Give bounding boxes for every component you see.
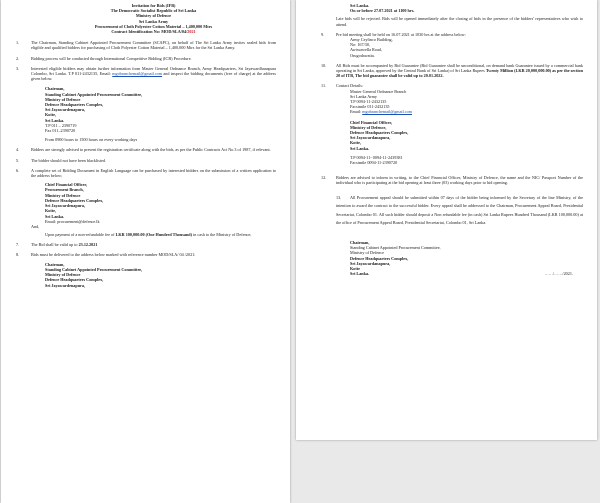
address-line: Chief Financial Officer, (350, 119, 393, 125)
paragraph-6 (16, 167, 276, 179)
paragraph-number: 4. (16, 147, 20, 153)
address-line: Sri Lanka. (45, 213, 65, 219)
fee-amount: LKR 100,000.00 (One Hundred Thousand) (115, 232, 192, 238)
fax-number: Facsimile 011-2432135 (350, 104, 390, 110)
paragraph-text: The Bid shall be valid up to (31, 242, 79, 248)
paragraph-text: Pre bid meeting shall be held on 16.07.2021 at 1030 hrs at the address below: (336, 31, 466, 37)
address-line: Chief Financial Officer, (45, 182, 88, 188)
paragraph-10 (321, 62, 583, 79)
address-line: Sri Jayawardenapura, (45, 203, 86, 209)
paragraph-text: All Procurement appeal should be submitted within 07 days of the bidder being informed by the Secretary of the line Ministry, of the intention to award the contract to the successful bidder. Every appeal shall be addressed to the Chairman, Procurement Appeal Board, Presidential Secretariat, Colombo 01. All such bidder should deposit a Non refundable fee (in cash) Sri Lanka Rupees Hundred Thousand (LKR 100,000.00) at the office of Procurement Appeal Board, Presidential Secretariat, Colombo 01, Sri Lanka. (336, 194, 583, 226)
paragraph-text: Bidders are advised to inform in writing, to the Chief Financial Officer, Ministry of Defence, the name and the NIC/ Passport Number of the individual who is participating at the bid opening at least three (03) working days prior to bid opening. (336, 175, 583, 186)
contract-id-prefix: Contract Identification No: MOD/SLA/04/ (111, 29, 188, 35)
paragraph-text: Bidders are strongly advised to present the registration certificate along with the bids, as per the Public Contracts Act No.3 of 1987, if relevant. (31, 147, 271, 153)
procurement-email: procurement@defence.lk (57, 218, 100, 224)
signature-block (336, 240, 583, 276)
email-line (350, 109, 583, 114)
office-hours: From 0900 hours to 1500 hours on every working days (45, 137, 138, 143)
paragraph-text: Bidding process will be conducted through International Competitive Bidding (ICB) Procedure. (31, 55, 192, 61)
document-page-2 (296, 0, 597, 440)
paragraph-text: The bidder should not have been blacklisted. (31, 157, 107, 163)
address-line: Sri Jayawardanapura, (350, 260, 391, 266)
title-contract-id (31, 29, 276, 34)
paragraph-2 (16, 55, 276, 61)
address-block-scapc (31, 86, 276, 122)
address-line (350, 271, 583, 276)
address-line: Procurement Branch, (45, 187, 84, 193)
paragraph-text: A complete set of Bidding Document in English Language can be purchased by interested bidders on the submission of a written application to the address below; (31, 167, 276, 179)
paragraph-1 (16, 40, 276, 51)
bid-guarantee-amount: Twenty Million (LKR 20,000,000.00) as per the section 20 of ITB, The bid guarantee shall be valid up to 20.01.2022. (336, 68, 583, 79)
mgo-email-link[interactable]: mgobranchemail@gmail.com (362, 109, 413, 115)
paragraph-number: 1. (16, 40, 20, 46)
address-line: Chairman, (45, 86, 65, 92)
address-line: Master General Ordnance Branch (350, 88, 407, 94)
paragraph-number: 5. (16, 157, 20, 163)
address-line: Kotte, (350, 140, 362, 146)
address-line: Chairman, (350, 240, 370, 246)
paragraph-number: 13. (336, 194, 342, 200)
fee-text: Upon payment of a non-refundable fee of (45, 232, 116, 238)
address-line: Sri Lanka Army (350, 93, 377, 99)
address-line: Orugodawatta. (350, 52, 375, 58)
address-line: Defence Headquarters Complex, (350, 130, 409, 136)
address-country: Sri Lanka. (350, 271, 370, 277)
paragraph-number: 6. (16, 167, 20, 173)
title-ministry: Ministry of Defence (135, 13, 172, 19)
paragraph-text: Late bids will be rejected. Bids will be opened immediately after the closing of bids in the presence of the bidders' representatives who wish to attend. (336, 16, 583, 27)
address-line: Kotte, (45, 208, 57, 214)
paragraph-12 (321, 175, 583, 186)
paragraph-5 (16, 157, 276, 163)
fee-text-end: in cash to the Ministry of Defence; (192, 232, 252, 238)
contact-mgo (336, 89, 583, 115)
address-line: Sri Jayawardanapura, (350, 135, 391, 141)
address-line: Sri Jayawardenapura, (45, 282, 86, 288)
paragraph-9 (321, 31, 583, 37)
address-line: Standing Cabinet Appointed Procurement Committee, (45, 266, 143, 272)
address-line: Sri Lanka. (350, 145, 370, 151)
title-army: Sri Lanka Army (138, 18, 169, 24)
paragraph-text: Interested eligible bidders may obtain further information from Master General Ordnance Branch, Army Headquarters, Sri Jayawardhanapura Colombo, Sri Lanka. T.P 011-2432135, Email: (31, 65, 276, 77)
paragraph-number: 10. (321, 62, 327, 68)
paragraph-text: Bids must be delivered to the address below marked with reference number MOD/SLA/ 04 /2021: (31, 251, 196, 257)
paragraph-text-end: and inspect the bidding documents (free of charge) at the address given below. (31, 71, 276, 82)
paragraph-7 (16, 242, 276, 248)
address-line: Standing Cabinet Appointed Procurement Committee, (350, 245, 441, 251)
contract-id-year: 2021 (187, 29, 196, 35)
bid-validity-date: 23.12.2021 (78, 242, 98, 248)
paragraph-number: 3. (16, 65, 20, 71)
paragraph-13 (336, 194, 583, 228)
contact-details-label: Contact Details: (336, 83, 364, 89)
address-line: Defence Headquarters Complex, (45, 197, 104, 203)
address-line: No: 167/30, (350, 42, 371, 48)
and-label: And, (31, 223, 40, 229)
phone-number: T.P 011 – 2390719 (45, 122, 77, 128)
address-line: Ministry of Defence (45, 272, 81, 278)
paragraph-4 (16, 147, 276, 153)
address-line: Kotte, (45, 112, 57, 118)
address-line: Sri Lanka. (45, 117, 65, 123)
deadline-text: On or before 27.07.2021 at 1100 hrs. (350, 8, 415, 14)
address-line: Kotte (350, 266, 360, 272)
paragraph-text: The Chairman, Standing Cabinet Appointed Procurement Committee (SCAPC), on behalf of The Sri Lanka Army invites sealed bids from eligible and qualified bidders for purchasing of Cloth Polyester Cotton Material – 1,400,000 Mtrs for the Sri Lanka Army. (31, 40, 276, 51)
address-block-delivery (31, 262, 276, 288)
paragraph-number: 2. (16, 55, 20, 61)
bid-deadline (336, 8, 583, 13)
address-line: Sri Lanka. (350, 3, 370, 8)
title-republic: The Democratic Socialist Republic of Sri Lanka (110, 8, 197, 14)
paragraph-number: 7. (16, 242, 20, 248)
address-line: Army Ceylinco Building, (350, 37, 393, 43)
paragraph-number: 12. (321, 175, 327, 181)
paragraph-number: 8. (16, 251, 20, 257)
paragraph-number: 11. (321, 83, 327, 89)
paragraph-number: 9. (321, 31, 325, 37)
paragraph-8 (16, 251, 276, 257)
address-block-cfo (31, 182, 276, 218)
address-line: Ministry of Defence (45, 96, 81, 102)
address-line: Defence Headquarters Complex, (45, 277, 104, 283)
phone-number: T.P 0094-11-2432135 (350, 99, 387, 105)
address-line: Chairman, (45, 261, 65, 267)
address-line: Ministry of Defence (45, 192, 81, 198)
address-line: Standing Cabinet Appointed Procurement Committee, (45, 91, 143, 97)
late-bids-paragraph (336, 16, 583, 26)
title-procurement: Procurement of Cloth Polyester Cotton Material – 1,400,000 Mtrs (94, 23, 213, 29)
paragraph-3 (16, 65, 276, 82)
fax-number: Fax 011–2390720 (45, 128, 76, 134)
email-label: Email: (350, 109, 363, 115)
address-line: Ministry of Defence, (350, 124, 387, 130)
fax-number: Facsimile 0094-11-2390720 (350, 160, 398, 166)
contact-cfo (336, 120, 583, 151)
paragraph-text: All Bids must be accompanied by Bid Guarantee (Bid Guarantee shall be unconditional, on demand bank Guarantee issued by a commercial bank operating in Sri Lanka, approved by the Central Bank of Sri Lanka) of Sri Lanka Rupees (336, 62, 583, 74)
document-page-1 (1, 0, 290, 503)
email-label: Email: (45, 218, 58, 224)
title-invitation: Invitation for Bids (IFB) (131, 3, 176, 8)
pre-bid-address (336, 37, 583, 58)
paragraph-11 (321, 83, 583, 89)
ifb-title-block (31, 3, 276, 34)
address-line: Awissawella Road, (350, 47, 382, 53)
signature-date: ……/……/2021. (544, 271, 573, 277)
address-line: Sri Jayawardenapura, (45, 107, 86, 113)
address-line: Ministry of Defence (350, 250, 384, 256)
fee-paragraph (31, 232, 276, 237)
phone-number: T.P 0094-11- 0094-11-2439381 (350, 154, 403, 160)
address-contact-scapc (31, 123, 276, 143)
contact-cfo-phone (336, 155, 583, 165)
address-line: Defence Headquarters Complex, (350, 255, 409, 261)
address-line: Defence Headquarters Complex, (45, 102, 104, 108)
mgo-email-link[interactable]: mgobranchemail@gmail.com (112, 71, 163, 77)
